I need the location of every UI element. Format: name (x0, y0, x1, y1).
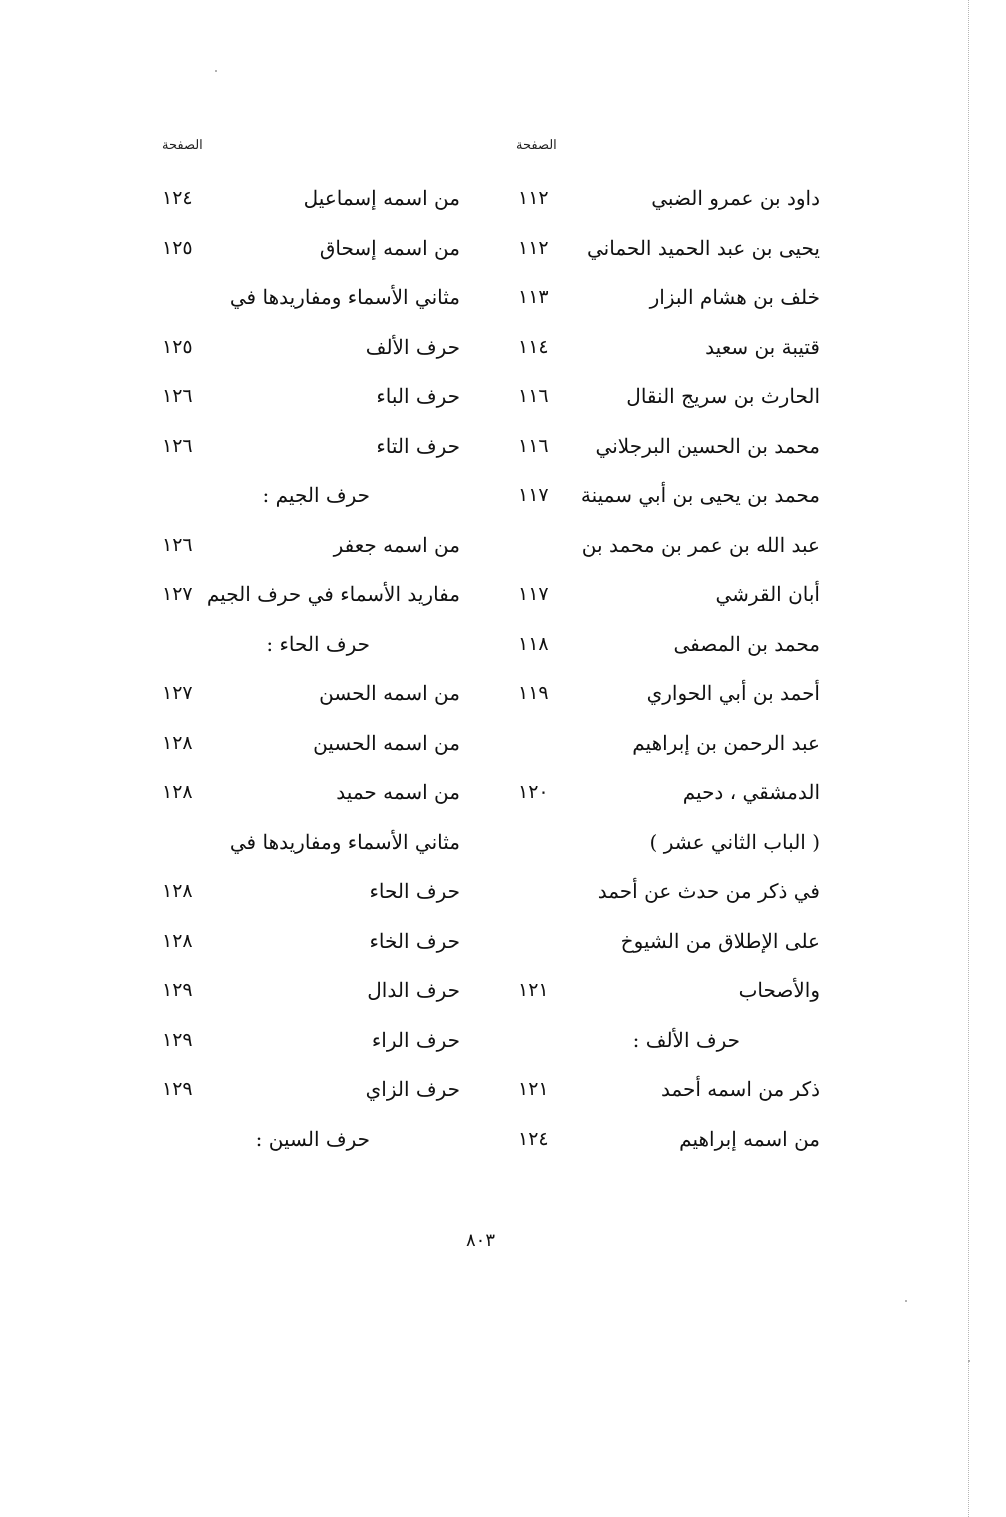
entry-page-number: ١١٩ (518, 682, 549, 704)
entry-page-number: ١٢٧ (162, 583, 193, 605)
entry-title: من اسمه إسحاق (319, 235, 460, 260)
entry-title: حرف الحاء : (266, 631, 370, 656)
entry-title: قتيبة بن سعيد (705, 334, 820, 359)
index-entry (510, 772, 820, 812)
entry-title: والأصحاب (738, 978, 820, 1002)
entry-page-number: ١٢٦ (162, 533, 193, 556)
entry-title: خلف بن هشام البزار (649, 285, 820, 309)
entry-page-number: ١٢٩ (162, 1078, 193, 1100)
entry-title: حرف الخاء (369, 928, 460, 953)
index-entry (160, 574, 460, 614)
entry-page-number: ١٢٤ (162, 187, 193, 209)
index-entry (160, 822, 460, 862)
index-entry (510, 327, 820, 367)
index-entry (160, 673, 460, 713)
index-entry (510, 277, 820, 317)
entry-title: داود بن عمرو الضبي (651, 186, 820, 210)
entry-title: حرف الألف : (632, 1027, 740, 1052)
index-column-left (160, 0, 460, 1200)
page-column-header: الصفحة (162, 138, 203, 153)
entry-page-number: ١١٧ (518, 484, 549, 506)
entry-page-number: ١٢١ (518, 1078, 549, 1100)
entry-title: محمد بن يحيى بن أبي سمينة (580, 483, 820, 507)
entry-page-number: ١٢٩ (162, 1028, 193, 1051)
index-entry (510, 228, 820, 268)
index-entry (160, 426, 460, 466)
index-entry (160, 525, 460, 565)
entry-title: ذكر من اسمه أحمد (660, 1077, 820, 1101)
index-entry (510, 673, 820, 713)
index-entry (160, 1020, 460, 1060)
entry-page-number: ١٢٤ (518, 1127, 549, 1150)
index-column-right (510, 0, 820, 1200)
index-entry (160, 871, 460, 911)
entry-page-number: ١٢٦ (162, 434, 193, 457)
index-entry (510, 970, 820, 1010)
entry-title: أبان القرشي (715, 582, 820, 606)
index-entry (160, 1119, 460, 1159)
entry-title: عبد الله بن عمر بن محمد بن (581, 532, 820, 557)
entry-title: من اسمه إسماعيل (303, 186, 460, 210)
index-entry (510, 525, 820, 565)
entry-title: من اسمه الحسن (319, 681, 460, 705)
entry-page-number: ١٢٨ (162, 781, 193, 803)
entry-title: مثاني الأسماء ومفاريدها في (229, 285, 460, 309)
index-entry (510, 822, 820, 862)
index-entry (510, 1069, 820, 1109)
entry-page-number: ١٢٥ (162, 335, 193, 358)
index-entry (160, 327, 460, 367)
index-entry (510, 921, 820, 961)
entry-title: من اسمه إبراهيم (679, 1126, 820, 1151)
entry-title: أحمد بن أبي الحواري (646, 681, 820, 705)
print-speck (905, 1300, 907, 1302)
entry-title: ( الباب الثاني عشر ) (649, 829, 820, 854)
entry-page-number: ١١٦ (518, 434, 549, 457)
entry-page-number: ١٢٧ (162, 682, 193, 704)
index-entry (510, 723, 820, 763)
entry-title: محمد بن الحسين البرجلاني (595, 433, 820, 458)
entry-page-number: ١١٦ (518, 385, 549, 407)
entry-title: مفاريد الأسماء في حرف الجيم (206, 582, 460, 606)
index-entry (160, 228, 460, 268)
entry-page-number: ١٢٩ (162, 979, 193, 1001)
page-edge-line (968, 0, 969, 1517)
entry-page-number: ١١٣ (518, 286, 549, 308)
entry-title: حرف الحاء (369, 879, 460, 903)
entry-page-number: ١١٨ (518, 632, 549, 655)
entry-page-number: ١٢٦ (162, 385, 193, 407)
entry-title: حرف الألف (365, 334, 460, 359)
entry-page-number: ١١٤ (518, 335, 549, 358)
index-entry (510, 178, 820, 218)
index-entry (160, 475, 460, 515)
index-entry (510, 1119, 820, 1159)
page-number: ٨٠٣ (466, 1230, 496, 1251)
index-entry (510, 624, 820, 664)
index-entry (160, 921, 460, 961)
entry-title: حرف الجيم : (262, 483, 370, 507)
index-entry (160, 277, 460, 317)
entry-title: محمد بن المصفى (673, 631, 820, 656)
entry-page-number: ١١٢ (518, 236, 549, 259)
entry-page-number: ١٢٠ (518, 781, 549, 803)
index-entry (510, 871, 820, 911)
index-entry (160, 970, 460, 1010)
index-entry (160, 772, 460, 812)
entry-page-number: ١١٢ (518, 187, 549, 209)
entry-page-number: ١٢٥ (162, 236, 193, 259)
entry-title: مثاني الأسماء ومفاريدها في (229, 829, 460, 854)
entry-title: عبد الرحمن بن إبراهيم (632, 730, 820, 755)
entry-page-number: ١٢٨ (162, 731, 193, 754)
index-entry (160, 1069, 460, 1109)
entry-title: الحارث بن سريج النقال (626, 384, 820, 408)
index-entry (510, 574, 820, 614)
entry-page-number: ١٢١ (518, 979, 549, 1001)
index-entry (160, 376, 460, 416)
index-entry (160, 624, 460, 664)
entry-title: الدمشقي ، دحيم (682, 780, 820, 804)
index-entry (510, 475, 820, 515)
entry-title: من اسمه حميد (336, 780, 460, 804)
entry-title: حرف التاء (376, 433, 460, 458)
index-entry (510, 1020, 820, 1060)
entry-title: من اسمه الحسين (313, 730, 460, 755)
entry-title: حرف الراء (371, 1027, 460, 1052)
entry-title: حرف الزاي (365, 1077, 460, 1101)
index-entry (510, 426, 820, 466)
entry-title: حرف السين : (255, 1126, 370, 1151)
entry-page-number: ١١٧ (518, 583, 549, 605)
index-entry (160, 178, 460, 218)
entry-title: من اسمه جعفر (333, 532, 460, 557)
index-entry (510, 376, 820, 416)
index-entry (160, 723, 460, 763)
page-column-header: الصفحة (516, 138, 557, 153)
entry-page-number: ١٢٨ (162, 880, 193, 902)
print-speck (968, 1360, 970, 1362)
entry-title: حرف الباء (376, 384, 460, 408)
entry-title: يحيى بن عبد الحميد الحماني (587, 235, 820, 260)
entry-page-number: ١٢٨ (162, 929, 193, 952)
entry-title: على الإطلاق من الشيوخ (620, 928, 820, 953)
entry-title: في ذكر من حدث عن أحمد (597, 879, 820, 903)
entry-title: حرف الدال (367, 978, 460, 1002)
